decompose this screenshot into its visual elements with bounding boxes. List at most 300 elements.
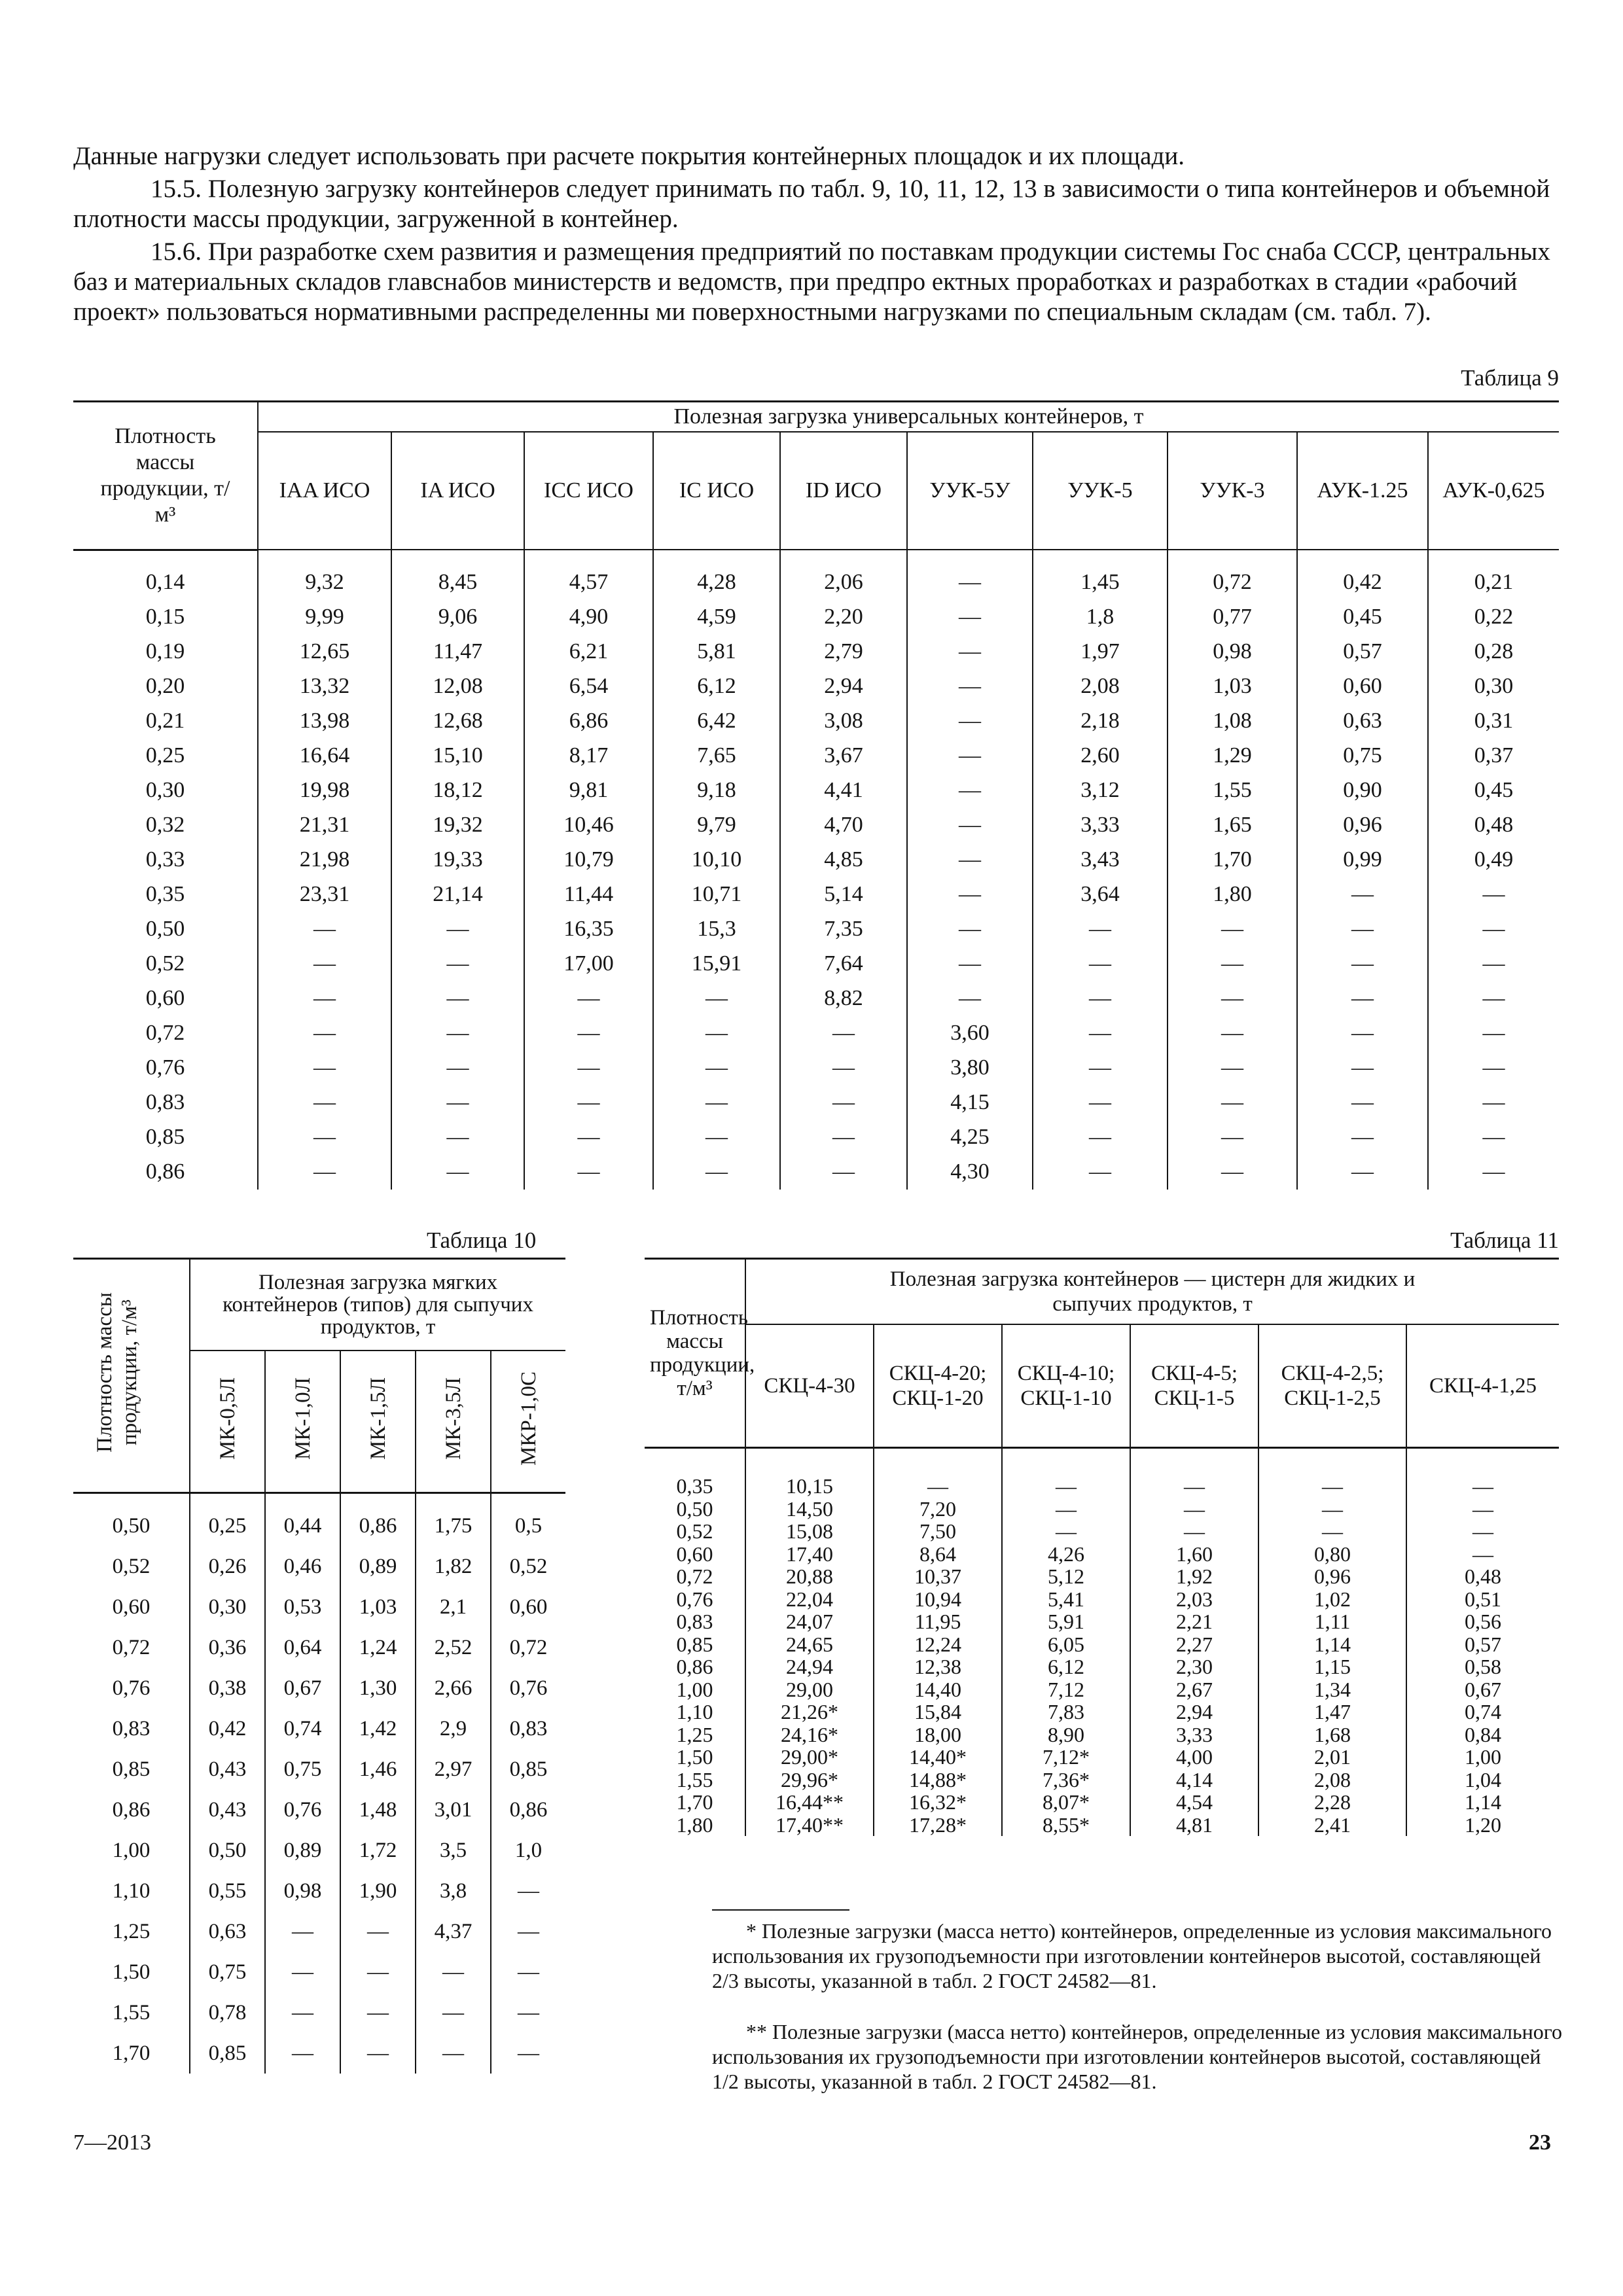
print-code: 7—2013 (73, 2130, 151, 2155)
table10-spacer-cell (73, 1493, 190, 1506)
table11-col-header: СКЦ-4-2,5; СКЦ-1-2,5 (1258, 1324, 1406, 1448)
table9-spacer-cell (524, 550, 653, 565)
table11-row (645, 1520, 1559, 1543)
table9-value-cell: 13,98 (258, 704, 391, 739)
table11-value-cell: 2,21 (1130, 1610, 1258, 1633)
table9-density-cell: 0,35 (145, 882, 185, 906)
table9-value-cell: 4,57 (524, 565, 653, 600)
table9-value-cell: — (780, 1120, 907, 1155)
table9-value-cell: 12,68 (391, 704, 524, 739)
table11-value-cell: 8,90 (1002, 1723, 1130, 1746)
table9-value-cell: — (1297, 1051, 1428, 1086)
table11-value-cell: 29,96* (745, 1769, 874, 1792)
table11-value-cell: 0,51 (1406, 1588, 1559, 1611)
table11-value-cell: 0,74 (1406, 1701, 1559, 1723)
table9-density-cell: 0,30 (145, 778, 185, 802)
table10-value-cell: 0,5 (491, 1506, 565, 1546)
table10-value-cell: — (340, 2033, 416, 2074)
table9-value-cell: 3,80 (907, 1051, 1033, 1086)
table9-value-cell: 6,86 (524, 704, 653, 739)
table9-col-header: УУК-5 (1033, 432, 1168, 550)
table11-row (645, 1701, 1559, 1723)
table11-value-cell: 1,04 (1406, 1769, 1559, 1792)
table11-value-cell: 18,00 (874, 1723, 1002, 1746)
table9-value-cell: 8,17 (524, 739, 653, 773)
table9-value-cell: — (907, 704, 1033, 739)
table10-value-cell: 1,72 (340, 1830, 416, 1871)
table10-value-cell: — (265, 1911, 340, 1952)
table9-value-cell: 0,99 (1297, 843, 1428, 877)
table9-value-cell: — (1033, 981, 1168, 1016)
table10-row (73, 1952, 565, 1992)
table10-col-header (491, 1351, 565, 1493)
table9-row (73, 1051, 1559, 1086)
table9-value-cell: 2,94 (780, 669, 907, 704)
table9-value-cell: 2,06 (780, 565, 907, 600)
table11-value-cell: 2,41 (1258, 1814, 1406, 1837)
table11-value-cell: 1,15 (1258, 1655, 1406, 1678)
table9-value-cell: 0,45 (1297, 600, 1428, 635)
table9-spacer-cell (391, 550, 524, 565)
table9-density-cell: 0,50 (145, 917, 185, 941)
table11-value-cell: 21,26* (745, 1701, 874, 1723)
table9-spacer-cell (1297, 550, 1428, 565)
table11-row (645, 1678, 1559, 1701)
table11-value-cell: 4,54 (1130, 1791, 1258, 1814)
table9-value-cell: 7,65 (653, 739, 780, 773)
table11-value-cell: 3,33 (1130, 1723, 1258, 1746)
table9-density-cell: 0,72 (145, 1021, 185, 1045)
table9-value-cell: 9,06 (391, 600, 524, 635)
table11-value-cell: 15,84 (874, 1701, 1002, 1723)
table11-density-cell: 0,83 (676, 1610, 713, 1634)
table11-value-cell: 1,92 (1130, 1565, 1258, 1588)
table10-value-cell: 2,97 (416, 1749, 491, 1790)
table9-row (73, 1155, 1559, 1190)
table10-col-header-text: МК-0,5Л (215, 1377, 240, 1460)
table9-col-header: УУК-5У (907, 432, 1033, 550)
table9-value-cell: 0,77 (1168, 600, 1297, 635)
table9-value-cell: 6,12 (653, 669, 780, 704)
table10-value-cell: 1,42 (340, 1708, 416, 1749)
table11-value-cell: 7,20 (874, 1498, 1002, 1521)
table9-caption: Таблица 9 (1461, 365, 1559, 391)
table11-value-cell: 1,47 (1258, 1701, 1406, 1723)
table9-value-cell: — (653, 1120, 780, 1155)
table9-value-cell: 3,33 (1033, 808, 1168, 843)
table9-value-cell: — (524, 1120, 653, 1155)
table9-value-cell: 8,82 (780, 981, 907, 1016)
table9-value-cell: — (391, 981, 524, 1016)
table9-value-cell: 10,10 (653, 843, 780, 877)
table10-spacer-cell (190, 1493, 265, 1506)
table9-value-cell: 2,20 (780, 600, 907, 635)
table9-value-cell: 4,59 (653, 600, 780, 635)
table10-value-cell: 0,75 (265, 1749, 340, 1790)
table10-value-cell: 2,52 (416, 1627, 491, 1668)
table9-value-cell: 1,70 (1168, 843, 1297, 877)
table11-density-cell: 0,60 (676, 1542, 713, 1566)
table9-value-cell: 0,60 (1297, 669, 1428, 704)
table9-value-cell: 3,12 (1033, 773, 1168, 808)
table9-value-cell: 18,12 (391, 773, 524, 808)
table10-value-cell: 2,66 (416, 1668, 491, 1708)
table11-value-cell: — (1130, 1520, 1258, 1543)
table9-value-cell: — (907, 739, 1033, 773)
table9-density-cell: 0,20 (145, 674, 185, 698)
table9-value-cell: 0,96 (1297, 808, 1428, 843)
table10-value-cell: — (265, 1992, 340, 2033)
table11-row (645, 1723, 1559, 1746)
table11-row (645, 1655, 1559, 1678)
table9-col-header: УУК-3 (1168, 432, 1297, 550)
table11-value-cell: 2,28 (1258, 1791, 1406, 1814)
table9-value-cell: 5,81 (653, 635, 780, 669)
table9-value-cell: — (1168, 1120, 1297, 1155)
table11-density-cell: 0,52 (676, 1519, 713, 1544)
table9-value-cell: — (1168, 947, 1297, 981)
table10-row (73, 1587, 565, 1627)
table10-row (73, 1708, 565, 1749)
table9-value-cell: — (907, 669, 1033, 704)
table11-col-header: СКЦ-4-30 (745, 1324, 874, 1448)
table11-value-cell: 1,00 (1406, 1746, 1559, 1769)
table10-density-cell: 1,10 (112, 1879, 151, 1903)
table11-spacer-row (645, 1448, 1559, 1475)
table9-value-cell: 4,28 (653, 565, 780, 600)
table11-value-cell: — (1406, 1543, 1559, 1566)
table9-value-cell: 0,63 (1297, 704, 1428, 739)
table11-value-cell: — (1002, 1475, 1130, 1498)
table9-value-cell: 1,65 (1168, 808, 1297, 843)
table9-value-cell: 16,35 (524, 912, 653, 947)
table10-value-cell: 0,43 (190, 1749, 265, 1790)
table9-row (73, 669, 1559, 704)
paragraph-15-5: 15.5. Полезную загрузку контейнеров следует принимать по табл. 9, 10, 11, 12, 13 в зависимости о типа контейнеров и объемной плотности массы продукции, загруженной в контейнер. (73, 175, 1550, 233)
table11-col-header: СКЦ-4-10; СКЦ-1-10 (1002, 1324, 1130, 1448)
table9-value-cell: 9,18 (653, 773, 780, 808)
table9-value-cell: 0,45 (1428, 773, 1559, 808)
table9-value-cell: 9,79 (653, 808, 780, 843)
table11-value-cell: 2,67 (1130, 1678, 1258, 1701)
table10-value-cell: — (340, 1952, 416, 1992)
table10-spacer-cell (265, 1493, 340, 1506)
table9-row (73, 843, 1559, 877)
table10-row (73, 1790, 565, 1830)
table9-density-cell: 0,85 (145, 1125, 185, 1149)
table9-value-cell: 1,29 (1168, 739, 1297, 773)
table11-value-cell: 8,07* (1002, 1791, 1130, 1814)
table11-value-cell: 1,60 (1130, 1543, 1258, 1566)
table10-density-cell: 0,50 (112, 1513, 151, 1538)
table10-value-cell: 1,30 (340, 1668, 416, 1708)
table9-value-cell: 0,28 (1428, 635, 1559, 669)
table11-value-cell: 0,84 (1406, 1723, 1559, 1746)
table11-value-cell: 17,40 (745, 1543, 874, 1566)
table-9 (73, 400, 1559, 1190)
table9-value-cell: 0,30 (1428, 669, 1559, 704)
table11-density-cell: 1,00 (676, 1677, 713, 1701)
table9-value-cell: 3,60 (907, 1016, 1033, 1051)
table9-value-cell: 0,37 (1428, 739, 1559, 773)
table9-value-cell: — (1033, 912, 1168, 947)
table11-value-cell: 0,58 (1406, 1655, 1559, 1678)
table9-value-cell: — (780, 1086, 907, 1120)
table10-spacer-cell (491, 1493, 565, 1506)
table11-value-cell: — (1406, 1520, 1559, 1543)
table9-value-cell: 2,79 (780, 635, 907, 669)
table11-density-cell: 0,35 (676, 1474, 713, 1498)
table9-density-cell: 0,19 (145, 639, 185, 663)
table10-density-cell: 1,00 (112, 1838, 151, 1862)
table9-value-cell: — (653, 1086, 780, 1120)
table9-value-cell: 0,98 (1168, 635, 1297, 669)
table11-value-cell: — (1406, 1475, 1559, 1498)
table10-value-cell: 0,53 (265, 1587, 340, 1627)
table10-value-cell: — (265, 2033, 340, 2074)
table9-row (73, 635, 1559, 669)
table10-density-cell: 0,60 (112, 1595, 151, 1619)
table9-value-cell: — (258, 1155, 391, 1190)
table9-value-cell: — (258, 981, 391, 1016)
table11-value-cell: 24,94 (745, 1655, 874, 1678)
table9-value-cell: 4,15 (907, 1086, 1033, 1120)
table9-value-cell: 10,79 (524, 843, 653, 877)
table9-value-cell: 23,31 (258, 877, 391, 912)
table11-row (645, 1633, 1559, 1656)
table10-row (73, 1830, 565, 1871)
table10-value-cell: 0,63 (190, 1911, 265, 1952)
table10-value-cell: 0,52 (491, 1546, 565, 1587)
table11-value-cell: 24,07 (745, 1610, 874, 1633)
table9-value-cell: — (1297, 1155, 1428, 1190)
table10-row (73, 1911, 565, 1952)
table11-density-cell: 1,70 (676, 1790, 713, 1814)
table11-value-cell: — (1130, 1475, 1258, 1498)
table10-value-cell: 0,38 (190, 1668, 265, 1708)
table9-value-cell: 0,75 (1297, 739, 1428, 773)
table10-spacer-row (73, 1493, 565, 1506)
table10-value-cell: — (265, 1952, 340, 1992)
table10-density-cell: 0,76 (112, 1676, 151, 1700)
table9-value-cell: — (907, 947, 1033, 981)
table11-value-cell: 17,40** (745, 1814, 874, 1837)
table9-value-cell: — (1168, 1155, 1297, 1190)
table9-value-cell: 1,45 (1033, 565, 1168, 600)
table9-value-cell: 17,00 (524, 947, 653, 981)
table9-value-cell: — (1428, 1016, 1559, 1051)
table11-value-cell: 16,32* (874, 1791, 1002, 1814)
table10-value-cell: 0,72 (491, 1627, 565, 1668)
table10-value-cell: 0,30 (190, 1587, 265, 1627)
table10-group-header: Полезная загрузка мягких контейнеров (типов) для сыпучих продуктов, т (190, 1259, 565, 1351)
table9-row (73, 565, 1559, 600)
table9-value-cell: — (391, 1120, 524, 1155)
table11-density-cell: 1,50 (676, 1745, 713, 1769)
table9-col-header: АУК-1.25 (1297, 432, 1428, 550)
table10-value-cell: — (491, 1992, 565, 2033)
table9-value-cell: 16,64 (258, 739, 391, 773)
table10-value-cell: — (491, 2033, 565, 2074)
table9-row (73, 739, 1559, 773)
table9-spacer-cell (1168, 550, 1297, 565)
table10-density-cell: 0,83 (112, 1716, 151, 1740)
table10-spacer-cell (416, 1493, 491, 1506)
table11-row (645, 1746, 1559, 1769)
table11-value-cell: 7,12* (1002, 1746, 1130, 1769)
table10-value-cell: 0,36 (190, 1627, 265, 1668)
table11-value-cell: 7,12 (1002, 1678, 1130, 1701)
table11-value-cell: 1,02 (1258, 1588, 1406, 1611)
table9-value-cell: — (1168, 1051, 1297, 1086)
table11-value-cell: 5,12 (1002, 1565, 1130, 1588)
table9-value-cell: — (1168, 1016, 1297, 1051)
table9-value-cell: 12,08 (391, 669, 524, 704)
table11-value-cell: 2,30 (1130, 1655, 1258, 1678)
table11-col-header: СКЦ-4-5; СКЦ-1-5 (1130, 1324, 1258, 1448)
table11-value-cell: — (1002, 1498, 1130, 1521)
table9-value-cell: — (653, 1016, 780, 1051)
table-10 (73, 1258, 565, 2074)
table9-value-cell: — (907, 635, 1033, 669)
table9-value-cell: — (907, 877, 1033, 912)
table9-value-cell: — (1033, 947, 1168, 981)
table9-value-cell: 4,30 (907, 1155, 1033, 1190)
table9-value-cell: 0,72 (1168, 565, 1297, 600)
table11-spacer-cell (874, 1448, 1002, 1475)
table10-value-cell: 0,55 (190, 1871, 265, 1911)
table11-value-cell: 14,50 (745, 1498, 874, 1521)
table9-value-cell: — (524, 1016, 653, 1051)
table9-value-cell: — (1033, 1155, 1168, 1190)
table9-value-cell: — (258, 912, 391, 947)
table10-value-cell: 0,83 (491, 1708, 565, 1749)
table9-value-cell: — (1428, 1086, 1559, 1120)
table10-value-cell: 0,76 (491, 1668, 565, 1708)
table9-value-cell: 15,3 (653, 912, 780, 947)
table10-row (73, 1749, 565, 1790)
table9-value-cell: — (1033, 1120, 1168, 1155)
table9-value-cell: — (258, 947, 391, 981)
table9-value-cell: 21,98 (258, 843, 391, 877)
table10-value-cell: 1,90 (340, 1871, 416, 1911)
table9-value-cell: — (780, 1155, 907, 1190)
table11-value-cell: 20,88 (745, 1565, 874, 1588)
table9-value-cell: — (1428, 877, 1559, 912)
table11-value-cell: 6,12 (1002, 1655, 1130, 1678)
table9-value-cell: — (1168, 1086, 1297, 1120)
table10-value-cell: 1,03 (340, 1587, 416, 1627)
table11-value-cell: 8,55* (1002, 1814, 1130, 1837)
table9-value-cell: 0,48 (1428, 808, 1559, 843)
table10-value-cell: — (340, 1992, 416, 2033)
table11-value-cell: — (874, 1475, 1002, 1498)
table9-value-cell: — (1033, 1051, 1168, 1086)
table10-value-cell: 0,78 (190, 1992, 265, 2033)
table9-value-cell: — (653, 981, 780, 1016)
table9-row (73, 947, 1559, 981)
table11-value-cell: 0,57 (1406, 1633, 1559, 1656)
table11-value-cell: 14,40* (874, 1746, 1002, 1769)
table9-value-cell: 4,90 (524, 600, 653, 635)
table11-spacer-cell (745, 1448, 874, 1475)
table9-value-cell: 3,08 (780, 704, 907, 739)
table10-value-cell: — (416, 1992, 491, 2033)
table11-value-cell: 10,94 (874, 1588, 1002, 1611)
table11-density-cell: 1,10 (676, 1700, 713, 1724)
table10-value-cell: 1,46 (340, 1749, 416, 1790)
table9-value-cell: 6,21 (524, 635, 653, 669)
table9-col-header: АУК-0,625 (1428, 432, 1559, 550)
table11-value-cell: 29,00 (745, 1678, 874, 1701)
table9-value-cell: 1,8 (1033, 600, 1168, 635)
table10-row (73, 1506, 565, 1546)
table11-value-cell: — (1258, 1475, 1406, 1498)
table10-col-header (265, 1351, 340, 1493)
table10-value-cell: 0,85 (491, 1749, 565, 1790)
table10-col-header-text: МКР-1,0С (516, 1371, 541, 1466)
table9-value-cell: — (524, 1155, 653, 1190)
table11-value-cell: 24,16* (745, 1723, 874, 1746)
table11-value-cell: 0,67 (1406, 1678, 1559, 1701)
table9-value-cell: 7,64 (780, 947, 907, 981)
table10-col-header-text: МК-1,0Л (291, 1377, 315, 1460)
table11-row-header: Плотность массы продукции, т/м³ (645, 1259, 745, 1448)
table9-value-cell: 0,42 (1297, 565, 1428, 600)
table11-spacer-cell (1002, 1448, 1130, 1475)
table9-value-cell: — (258, 1051, 391, 1086)
table10-col-header (416, 1351, 491, 1493)
table11-caption: Таблица 11 (1450, 1227, 1559, 1253)
table9-value-cell: 12,65 (258, 635, 391, 669)
table9-value-cell: 4,70 (780, 808, 907, 843)
table9-value-cell: 8,45 (391, 565, 524, 600)
table10-col-header-text: МК-3,5Л (441, 1377, 465, 1460)
table11-row (645, 1498, 1559, 1521)
table11-value-cell: 2,03 (1130, 1588, 1258, 1611)
table9-row (73, 1016, 1559, 1051)
table9-value-cell: — (1297, 912, 1428, 947)
table9-row (73, 1086, 1559, 1120)
table9-value-cell: — (1297, 1120, 1428, 1155)
table10-col-header-text: МК-1,5Л (366, 1377, 390, 1460)
table11-density-cell: 0,85 (676, 1632, 713, 1656)
table9-value-cell: 9,99 (258, 600, 391, 635)
table10-row (73, 1992, 565, 2033)
table9-value-cell: 1,80 (1168, 877, 1297, 912)
table9-value-cell: 0,31 (1428, 704, 1559, 739)
table10-value-cell: 1,82 (416, 1546, 491, 1587)
table9-value-cell: — (1033, 1086, 1168, 1120)
table10-value-cell: 0,60 (491, 1587, 565, 1627)
table10-value-cell: — (491, 1911, 565, 1952)
table10-value-cell: 0,25 (190, 1506, 265, 1546)
table10-density-cell: 1,55 (112, 2000, 151, 2024)
footnote-1: * Полезные загрузки (масса нетто) контейнеров, определенные из условия максимального использования их грузоподъемности при изготовлении контейнеров высотой, составляющей 2/3 высоты, указанной в табл. 2 ГОСТ 24582—81. (712, 1919, 1552, 1992)
table9-value-cell: 11,47 (391, 635, 524, 669)
footnote-2: ** Полезные загрузки (масса нетто) контейнеров, определенные из условия максимального использования их грузоподъемности при изготовлении контейнеров высотой, составляющей 1/2 высоты, указанной в табл. 2 ГОСТ 24582—81. (712, 2020, 1563, 2093)
table11-value-cell: 4,81 (1130, 1814, 1258, 1837)
table9-value-cell: — (1428, 1120, 1559, 1155)
table9-value-cell: — (780, 1016, 907, 1051)
table11-value-cell: 10,15 (745, 1475, 874, 1498)
table10-value-cell: 0,64 (265, 1627, 340, 1668)
table11-value-cell: 2,94 (1130, 1701, 1258, 1723)
table11-spacer-cell (645, 1448, 745, 1475)
paragraph-15-6: 15.6. При разработке схем развития и размещения предприятий по поставкам продукции системы Гос снаба СССР, центральных баз и материальных складов главснабов министерств и ведомств, при предпро ектных проработках и разработках в стадии «рабочий проект» пользоваться нормативными распределенны ми поверхностными нагрузками по специальным складам (см. табл. 7). (73, 238, 1550, 326)
table10-value-cell: 4,37 (416, 1911, 491, 1952)
table11-value-cell: 24,65 (745, 1633, 874, 1656)
